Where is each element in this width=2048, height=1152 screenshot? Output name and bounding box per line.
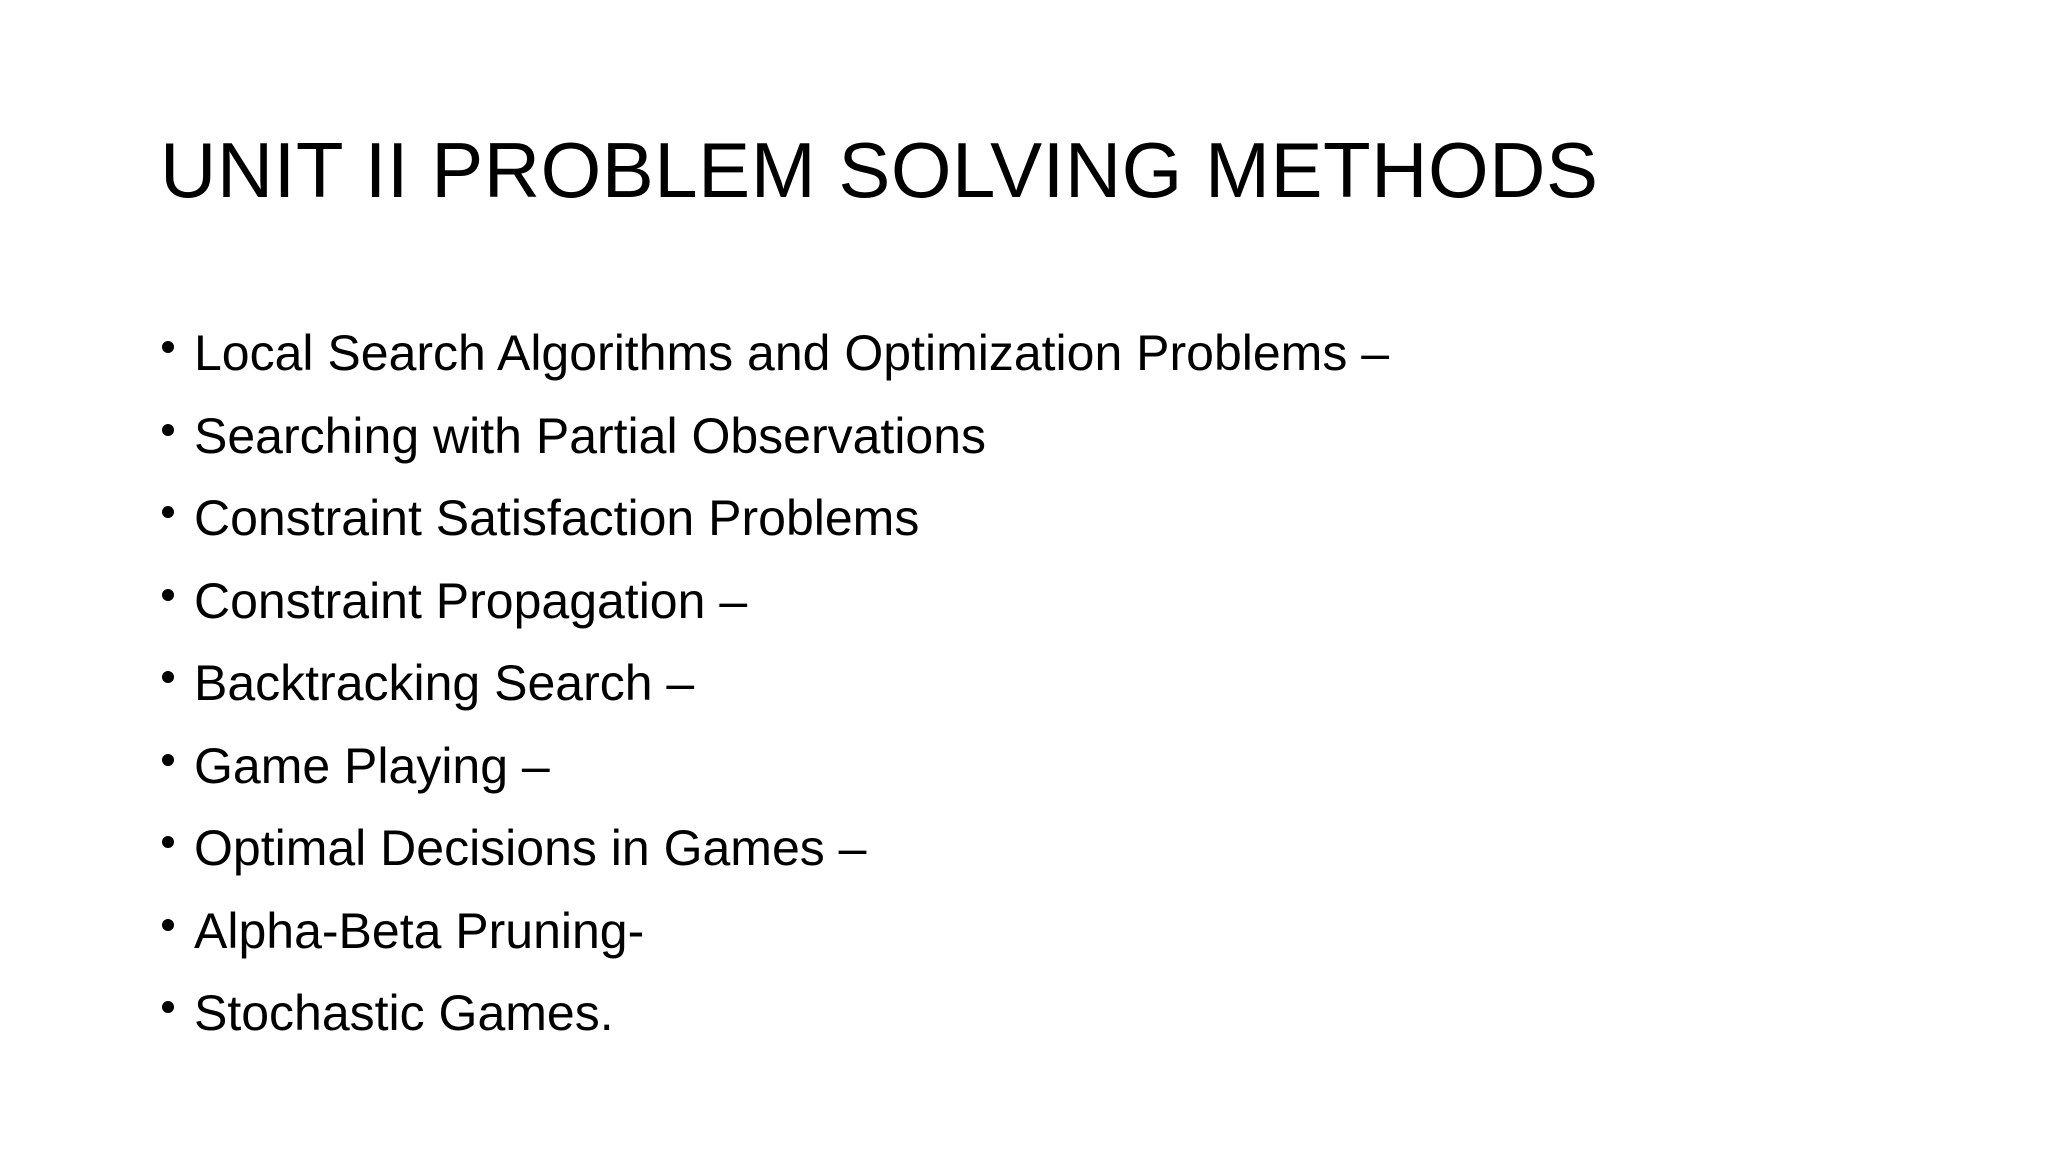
bullet-text: Constraint Propagation –: [194, 572, 748, 629]
bullet-dot-icon: [162, 506, 174, 518]
bullet-item: [160, 807, 1389, 890]
bullet-dot-icon: [162, 754, 174, 766]
bullet-text: Backtracking Search –: [194, 655, 695, 712]
bullet-text: Game Playing –: [194, 737, 550, 794]
bullet-dot-icon: [162, 671, 174, 683]
bullet-dot-icon: [162, 589, 174, 601]
bullet-item: [160, 312, 1389, 395]
bullet-item: [160, 395, 1389, 478]
bullet-text: Constraint Satisfaction Problems: [194, 490, 920, 547]
bullet-item: [160, 477, 1389, 560]
bullet-dot-icon: [162, 341, 174, 353]
bullet-item: [160, 560, 1389, 643]
bullet-list: [160, 312, 1389, 1055]
bullet-item: [160, 972, 1389, 1055]
bullet-text: Searching with Partial Observations: [194, 407, 987, 464]
bullet-text: Stochastic Games.: [194, 985, 614, 1042]
bullet-dot-icon: [162, 836, 174, 848]
bullet-dot-icon: [162, 424, 174, 436]
bullet-item: [160, 890, 1389, 973]
bullet-text: Alpha-Beta Pruning-: [194, 902, 645, 959]
bullet-text: Optimal Decisions in Games –: [194, 820, 867, 877]
bullet-item: [160, 725, 1389, 808]
bullet-dot-icon: [162, 919, 174, 931]
bullet-item: [160, 642, 1389, 725]
bullet-dot-icon: [162, 1001, 174, 1013]
bullet-text: Local Search Algorithms and Optimization Problems –: [194, 325, 1390, 382]
slide-title: UNIT II PROBLEM SOLVING METHODS: [160, 126, 1599, 214]
